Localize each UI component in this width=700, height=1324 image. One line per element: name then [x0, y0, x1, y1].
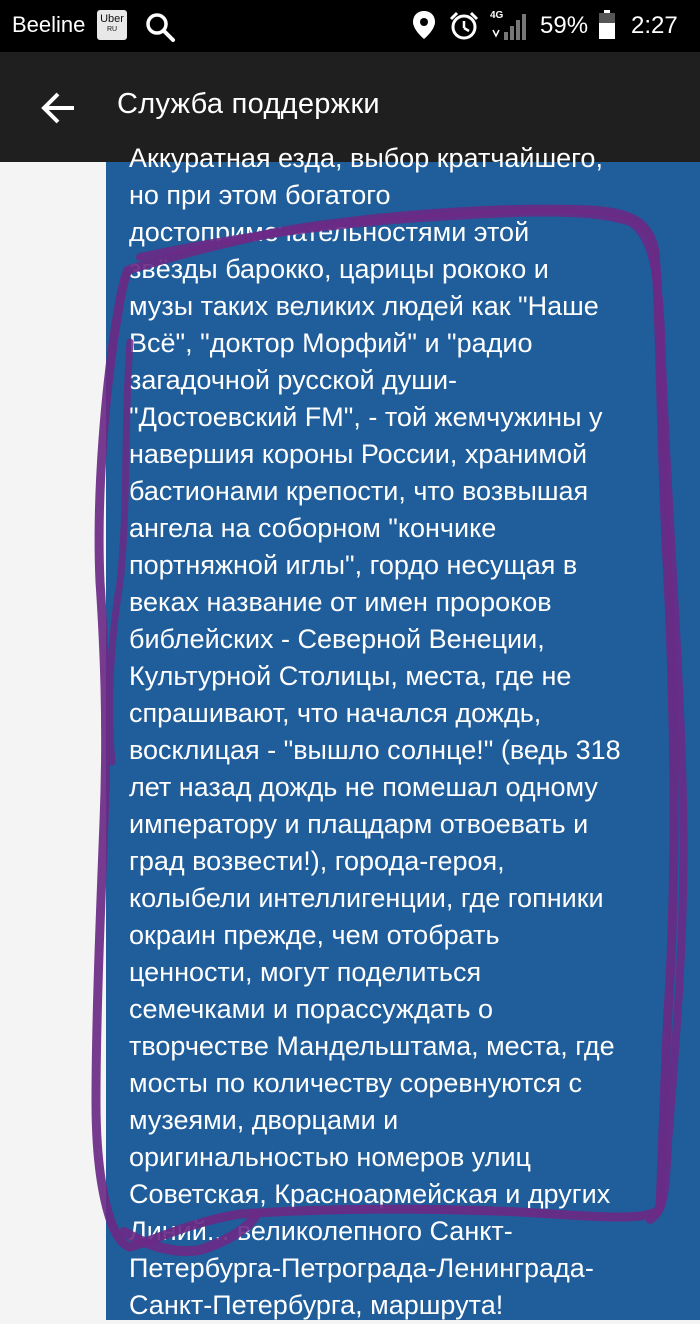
signal-icon — [490, 10, 530, 42]
network-type: 4G — [490, 10, 504, 21]
battery-icon — [598, 10, 616, 40]
alarm-icon — [448, 10, 480, 42]
uber-icon-label: Uber — [100, 13, 124, 25]
carrier-name: Beeline — [12, 12, 86, 37]
status-bar — [0, 0, 700, 52]
chat-content[interactable] — [0, 143, 700, 1320]
uber-icon — [97, 10, 127, 40]
location-icon — [412, 10, 436, 40]
uber-icon-sub: RU — [106, 26, 118, 33]
message-bubble[interactable] — [106, 143, 700, 1320]
search-icon — [144, 11, 176, 43]
message-text: Аккуратная езда, выбор кратчайшего, но при этом богатого достопримечательностями этой звёзды барокко, царицы рококо и музы таких великих людей как "Наше Всё", "доктор Морфий" и "радио загадочной русской души- "Достоевский FM", - той жемчужины у навершия короны России, хранимой бастионами крепости, что возвышая ангела на соборном "кончике портняжной иглы", гордо несущая в веках название от имен пророков библейских - Северной Венеции, Культурной Столицы, места, где не спрашивают, что начался дождь, восклицая - "вышло солнце!" (ведь 318 лет назад дождь не помешал одному императору и плацдарм отвоевать и град возвести!), города-героя, колыбели интеллигенции, где гопники окраин прежде, чем отобрать ценности, могут поделиться семечками и порассуждать о творчестве Мандельштама, места, где мосты по количеству соревнуются с музеями, дворцами и оригинальностью номеров улиц Советская, Красноармейская и других Линий... великолепного Санкт- Петербурга-Петрограда-Ленинграда- Санкт-Петербурга, маршрута! — [129, 143, 621, 1320]
page-title: Служба поддержки — [117, 88, 380, 120]
battery-percent: 59% — [540, 12, 589, 39]
back-button[interactable] — [36, 86, 80, 130]
arrow-left-icon — [36, 86, 80, 130]
clock: 2:27 — [631, 12, 678, 39]
